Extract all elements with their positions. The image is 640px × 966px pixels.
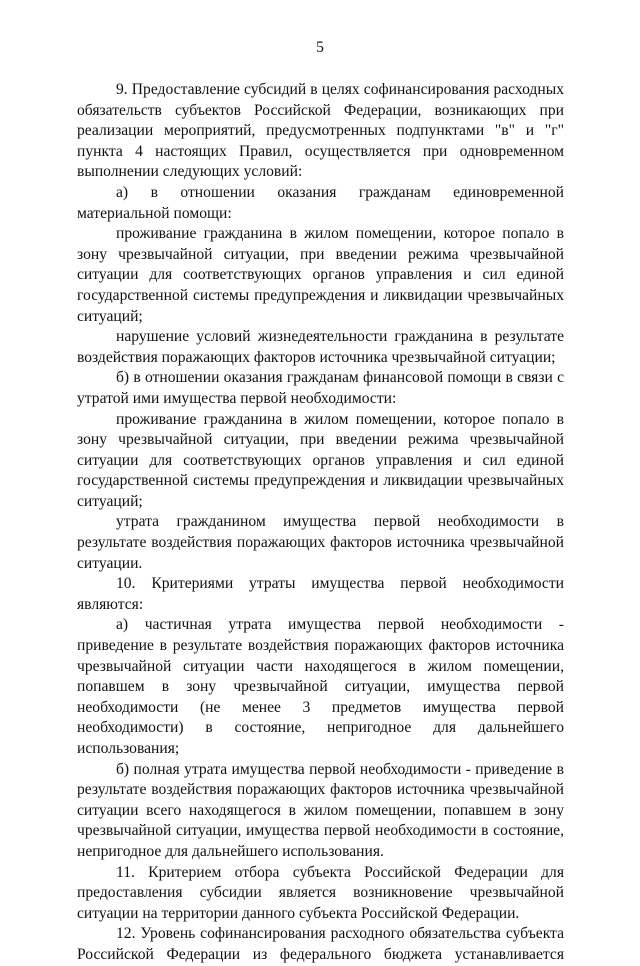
paragraph-12: 12. Уровень софинансирования расходного обязательства субъекта Российской Федерации из федерального бюджета устанавливается	[77, 925, 564, 963]
paragraph-11: 11. Критерием отбора субъекта Российской Федерации для предоставления субсидии является возникновение чрезвычайной ситуации на территории данного субъекта Российской Федерации.	[77, 863, 564, 922]
paragraph-10: 10. Критериями утраты имущества первой необходимости являются:	[77, 575, 564, 613]
paragraph-9b-condition-2: утрата гражданином имущества первой необходимости в результате воздействия поражающих факторов источника чрезвычайной ситуации.	[77, 513, 564, 572]
page-number: 5	[316, 39, 324, 56]
paragraph-10b: б) полная утрата имущества первой необходимости - приведение в результате воздействия поражающих факторов источника чрезвычайной ситуации всего находящегося в жилом помещении, попавшем в зону чрезвычайной ситуации, имущества первой необходимости в состояние, непригодное для дальнейшего использования.	[77, 760, 564, 860]
paragraph-9b-condition-1: проживание гражданина в жилом помещении, которое попало в зону чрезвычайной ситуации, при введении режима чрезвычайной ситуации для соответствующих органов управления и сил единой государственной системы предупреждения и ликвидации чрезвычайных ситуаций;	[77, 410, 564, 510]
paragraph-9a-condition-2: нарушение условий жизнедеятельности гражданина в результате воздействия поражающих факторов источника чрезвычайной ситуации;	[77, 328, 564, 366]
paragraph-9: 9. Предоставление субсидий в целях софинансирования расходных обязательств субъектов Российской Федерации, возникающих при реализации мероприятий, предусмотренных подпунктами "в" и "г" пункта 4 настоящих Правил, осуществляется при одновременном выполнении следующих условий:	[77, 81, 564, 181]
document-body	[77, 80, 564, 966]
paragraph-9a: а) в отношении оказания гражданам единовременной материальной помощи:	[77, 183, 564, 222]
paragraph-9b: б) в отношении оказания гражданам финансовой помощи в связи с утратой ими имущества первой необходимости:	[77, 369, 564, 407]
paragraph-10a: а) частичная утрата имущества первой необходимости - приведение в результате воздействия поражающих факторов источника чрезвычайной ситуации части находящегося в жилом помещении, попавшем в зону чрезвычайной ситуации, имущества первой необходимости (не менее 3 предметов имущества первой необходимости) в состояние, непригодное для дальнейшего использования;	[77, 616, 564, 757]
paragraph-9a-condition-1: проживание гражданина в жилом помещении, которое попало в зону чрезвычайной ситуации, при введении режима чрезвычайной ситуации для соответствующих органов управления и сил единой государственной системы предупреждения и ликвидации чрезвычайных ситуаций;	[77, 225, 564, 325]
